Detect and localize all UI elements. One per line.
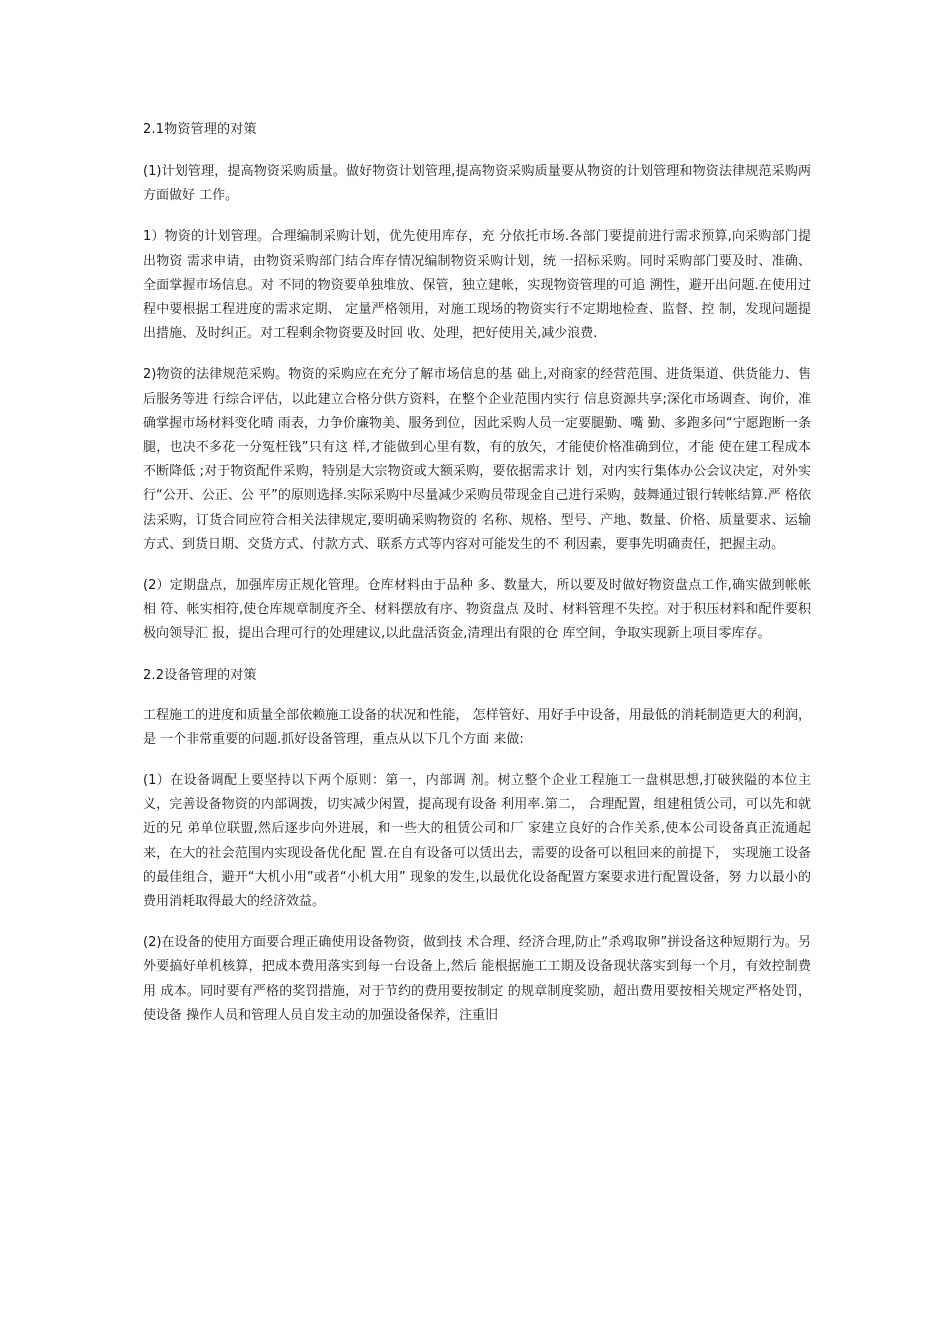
paragraph-inventory-check: (2）定期盘点，加强库房正规化管理。仓库材料由于品种 多、数量大，所以要及时做好物资盘点工作,确实做到帐帐相 符、帐实相符,使仓库规章制度齐全、材料摆放有序、物资盘点 及时、材料管理不失控。对于积压材料和配件要积极向领导汇 报，提出合理可行的处理建议,以此盘活资金,清理出有限的仓 库空间，争取实现新上项目零库存。 — [143, 578, 811, 642]
paragraph-material-planning: 1）物资的计划管理。合理编制采购计划，优先使用库存，充 分依托市场.各部门要提前进行需求预算,向采购部门提出物资 需求申请，由物资采购部门结合库存情况编制物资采购计划，统 一招标采购。同时采购部门要及时、准确、全面掌握市场信息。对 不同的物资要单独堆放、保管，独立建帐，实现物资管理的可追 溯性，避开出问题.在使用过程中要根据工程进度的需求定期、 定量严格领用，对施工现场的物资实行不定期地检查、监督、控 制，发现问题提出措施、及时纠正。对工程剩余物资要及时回 收、处理，把好使用关,减少浪费. — [143, 229, 811, 342]
section-heading-2-1: 2.1物资管理的对策 — [143, 122, 257, 137]
paragraph-legal-procurement: 2)物资的法律规范采购。物资的采购应在充分了解市场信息的基 础上,对商家的经营范围、进货渠道、供货能力、售后服务等进 行综合评估，以此建立合格分供方资料，在整个企业范围内实行 信息资源共享;深化市场调查、询价，准确掌握市场材料变化晴 雨表，力争价廉物美、服务到位，因此采购人员一定要腿勤、嘴 勤、多跑多问“宁愿跑断一条腿，也决不多花一分冤枉钱”只有这 样,才能做到心里有数，有的放矢，才能使价格准确到位，才能 使在建工程成本不断降低 ;对于物资配件采购，特别是大宗物资或大额采购，要依据需求计 划，对内实行集体办公会议决定，对外实行“公开、公正、公 平”的原则选择.实际采购中尽量减少采购员带现金自己进行采购，鼓舞通过银行转帐结算.严 格依法采购，订货合同应符合相关法律规定,要明确采购物资的 名称、规格、型号、产地、数量、价格、质量要求、运输方式、到货日期、交货方式、付款方式、联系方式等内容对可能发生的不 利因素，要事先明确责任，把握主动。 — [143, 367, 811, 552]
document-page — [143, 118, 811, 1028]
paragraph-equipment-intro: 工程施工的进度和质量全部依赖施工设备的状况和性能， 怎样管好、用好手中设备，用最低的消耗制造更大的利润，是 一个非常重要的问题.抓好设备管理，重点从以下几个方面 来做: — [143, 707, 811, 747]
paragraph-plan-management: (1)计划管理，提高物资采购质量。做好物资计划管理,提高物资采购质量要从物资的计划管理和物资法律规范采购两方面做好 工作。 — [143, 164, 811, 204]
section-heading-2-2: 2.2设备管理的对策 — [143, 667, 257, 683]
paragraph-equipment-allocation: (1）在设备调配上要坚持以下两个原则：第一，内部调 剂。树立整个企业工程施工一盘棋思想,打破狭隘的本位主 义，完善设备物资的内部调拨，切实减少闲置，提高现有设备 利用率.第二， 合理配置，组建租赁公司，可以先和就近的兄 弟单位联盟,然后逐步向外进展，和一些大的租赁公司和厂 家建立良好的合作关系,使本公司设备真正流通起来，在大的社会范围内实现设备优化配 置.在自有设备可以赁出去，需要的设备可以租回来的前提下， 实现施工设备的最佳组合，避开“大机小用”或者“小机大用” 现象的发生,以最优化设备配置方案要求进行配置设备，努 力以最小的费用消耗取得最大的经济效益。 — [143, 773, 811, 910]
paragraph-equipment-usage: (2)在设备的使用方面要合理正确使用设备物资，做到技 术合理、经济合理,防止“杀鸡取卵”拼设备这种短期行为。另 外要搞好单机核算，把成本费用落实到每一台设备上,然后 能根据施工工期及设备现状落实到每一个月，有效控制费用 成本。同时要有严格的奖罚措施，对于节约的费用要按制定 的规章制度奖励，超出费用要按相关规定严格处罚，使设备 操作人员和管理人员自发主动的加强设备保养，注重旧 — [143, 935, 811, 1023]
